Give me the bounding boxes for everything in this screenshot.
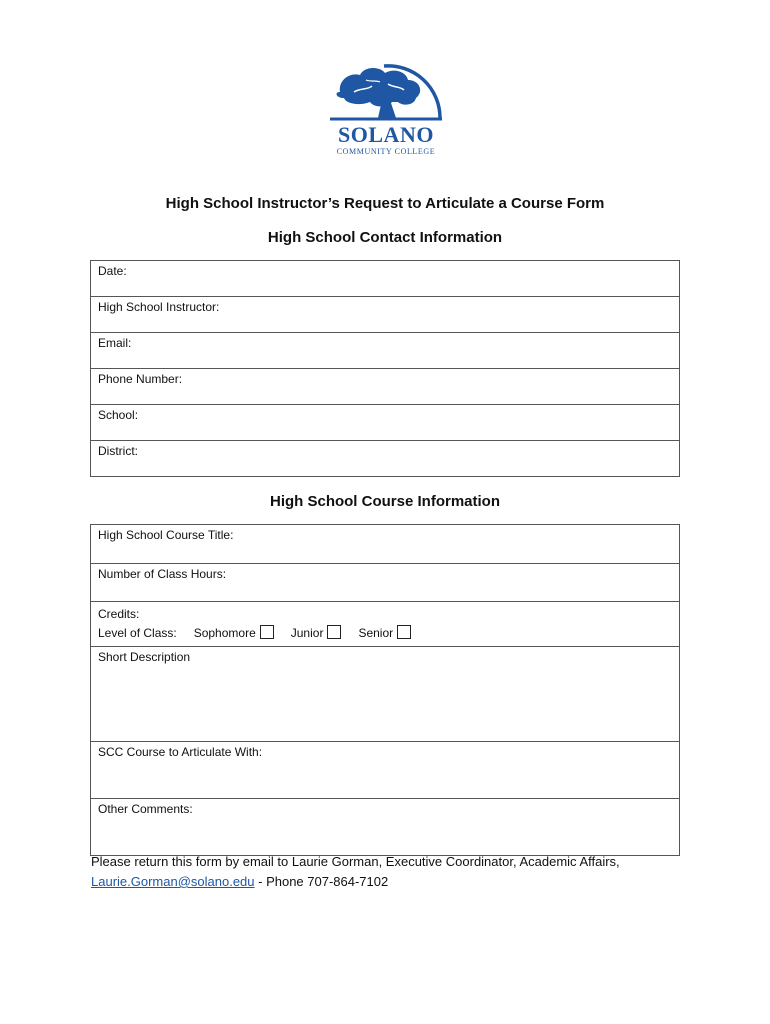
level-of-class-row xyxy=(98,624,672,643)
class-hours-field[interactable]: Number of Class Hours: xyxy=(91,564,680,602)
phone-text: - Phone 707-864-7102 xyxy=(254,874,389,889)
logo-name: SOLANO xyxy=(338,122,434,147)
contact-info-table xyxy=(90,260,680,477)
date-field[interactable]: Date: xyxy=(91,261,680,297)
other-comments-field[interactable]: Other Comments: xyxy=(91,799,680,856)
school-field[interactable]: School: xyxy=(91,405,680,441)
contact-section-heading: High School Contact Information xyxy=(267,229,503,246)
logo-subtitle: COMMUNITY COLLEGE xyxy=(336,147,436,156)
oak-tree-icon xyxy=(330,62,444,122)
credits-field[interactable]: Credits: xyxy=(98,607,140,621)
course-section-heading: High School Course Information xyxy=(269,493,500,510)
instructor-field[interactable]: High School Instructor: xyxy=(91,297,680,333)
phone-field[interactable]: Phone Number: xyxy=(91,369,680,405)
return-instructions-text: Please return this form by email to Laurie Gorman, Executive Coordinator, Academic Affairs, xyxy=(91,854,620,869)
senior-checkbox[interactable] xyxy=(397,625,411,639)
course-title-field[interactable]: High School Course Title: xyxy=(91,525,680,564)
email-field[interactable]: Email: xyxy=(91,333,680,369)
junior-label: Junior xyxy=(290,626,324,640)
course-info-table xyxy=(90,524,680,856)
short-description-field[interactable]: Short Description xyxy=(91,647,680,742)
scc-course-field[interactable]: SCC Course to Articulate With: xyxy=(91,742,680,799)
form-title: High School Instructor’s Request to Articulate a Course Form xyxy=(165,195,605,212)
contact-line xyxy=(91,872,691,892)
sophomore-checkbox[interactable] xyxy=(260,625,274,639)
junior-checkbox[interactable] xyxy=(327,625,341,639)
district-field[interactable]: District: xyxy=(91,441,680,477)
email-link[interactable]: Laurie.Gorman@solano.edu xyxy=(91,874,255,889)
solano-logo xyxy=(326,62,448,162)
senior-label: Senior xyxy=(358,626,394,640)
sophomore-label: Sophomore xyxy=(193,626,256,640)
return-instructions xyxy=(91,852,691,892)
credits-level-cell xyxy=(91,602,680,647)
level-label: Level of Class: xyxy=(98,626,177,640)
